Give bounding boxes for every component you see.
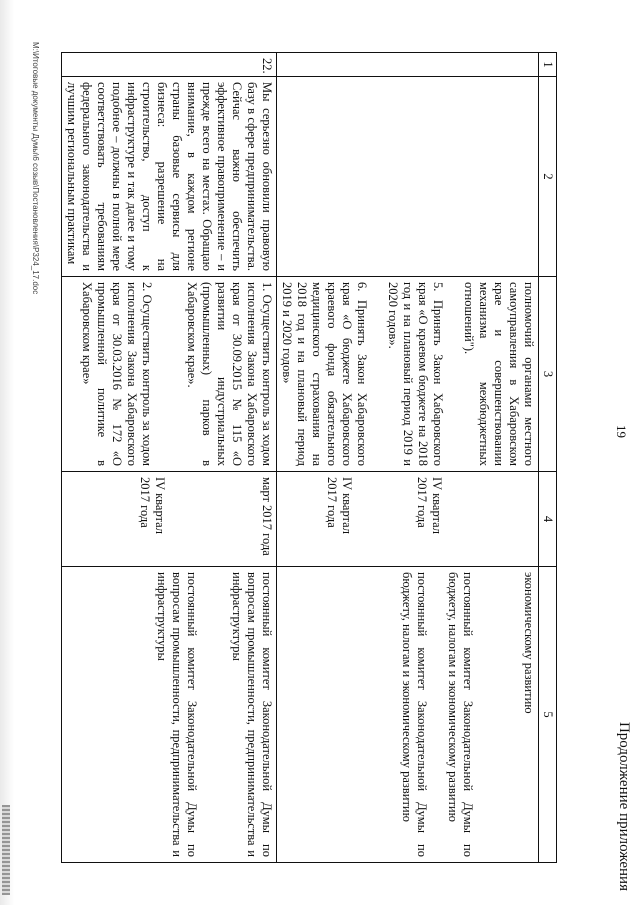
- task-cell: Мы серьезно обновили правовую базу в сфере предпринимательства. Сейчас важно обеспечить эффективное правоприменение – и прежде всего на местах. Обращаю внимание, в каждом регионе страны базовые сервисы для бизнеса: разрешение на строительство, доступ к инфраструктуре и так далее и тому подобное – должны в полной мере соответствовать требованиям федерального законодательства и лучшим региональным практикам: [62, 77, 277, 277]
- deadline-text: IV квартал 2017 года: [138, 477, 167, 535]
- responsible-text: экономическому развитию: [522, 572, 536, 714]
- responsible-text: постоянный комитет Законодательной Думы по вопросам промышленности, предпринимательства и инфраструктуры: [230, 572, 274, 857]
- column-header-4: 4: [539, 472, 557, 567]
- page-number: 19: [614, 425, 629, 438]
- responsible-cell: [62, 567, 277, 863]
- column-header-2: 2: [539, 77, 557, 277]
- table-row: [62, 53, 277, 863]
- measure-text: 2. Осуществить контроль за ходом исполнения Закона Хабаровского края от 30.03.2016 № 172 «О промышленной политике в Хабаровском крае»: [80, 282, 154, 466]
- task-cell: [277, 77, 539, 277]
- deadline-cell: [62, 472, 277, 567]
- deadline-cell: [277, 472, 539, 567]
- measure-text: полномочий органами местного самоуправления в Хабаровском крае и совершенствовании механизма межбюджетных отношений").: [462, 282, 536, 466]
- measure-text: 5. Принять Закон Хабаровского края «О краевом бюджете на 2018 год и на плановый период 2019 и 2020 годов».: [386, 282, 445, 466]
- row-number-cell: 22.: [62, 53, 277, 77]
- column-header-1: 1: [539, 53, 557, 77]
- deadline-text: IV квартал 2017 года: [415, 477, 444, 535]
- measures-cell: [277, 277, 539, 472]
- row-number-cell: [277, 53, 539, 77]
- deadline-text: март 2017 года: [260, 477, 274, 556]
- column-header-5: 5: [539, 567, 557, 863]
- appendix-table: [61, 52, 557, 863]
- responsible-text: постоянный комитет Законодательной Думы по бюджету, налогам и экономическому развитию: [446, 572, 475, 857]
- responsible-cell: [277, 567, 539, 863]
- table-row: [277, 53, 539, 863]
- file-path-footer: M:\Итоговые документы Думы\6 созыв\Постановления\Р324_17.doc: [31, 42, 40, 295]
- measure-text: 1. Осуществить контроль за ходом исполнения Закона Хабаровского края от 30.09.2015 № 115 «О развитии индустриальных (промышленных) парков в Хабаровском крае».: [185, 282, 274, 466]
- header-row: [539, 53, 557, 863]
- responsible-text: постоянный комитет Законодательной Думы по вопросам промышленности, предпринимательства и инфраструктуры: [155, 572, 199, 857]
- responsible-text: постоянный комитет Законодательной Думы по бюджету, налогам и экономическому развитию: [400, 572, 429, 857]
- measure-text: 6. Принять Закон Хабаровского края «О бюджете Хабаровского краевого фонда обязательного медицинского страхования на 2018 год и на плановый период 2019 и 2020 годов»: [280, 282, 369, 466]
- deadline-text: IV квартал 2017 года: [325, 477, 354, 535]
- column-header-3: 3: [539, 277, 557, 472]
- continuation-heading: Продолжение приложения: [616, 721, 632, 891]
- measures-cell: [62, 277, 277, 472]
